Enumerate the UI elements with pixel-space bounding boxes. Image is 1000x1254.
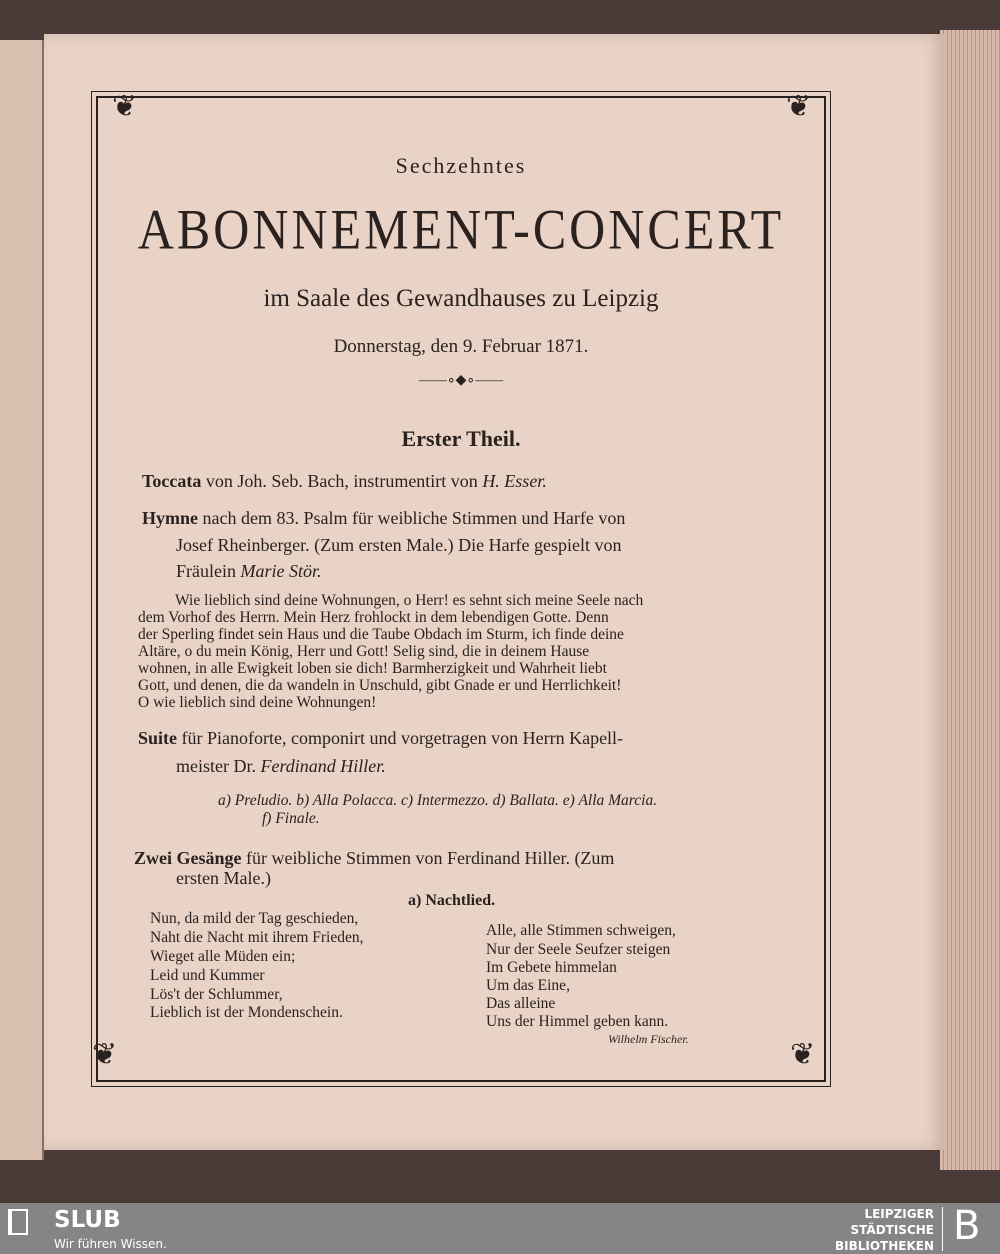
left-page-edge	[0, 40, 44, 1160]
corner-ornament-icon: ❦	[790, 1037, 816, 1072]
psalm-line: Altäre, o du mein König, Herr und Gott! Selig sind, die in deinem Hause	[138, 643, 590, 660]
program-item-hymne: Hymne nach dem 83. Psalm für weibliche Stimmen und Harfe von	[142, 508, 626, 528]
song-author: Wilhelm Fischer.	[608, 1032, 689, 1046]
partner-logo[interactable]: LEIPZIGER STÄDTISCHE BIBLIOTHEKEN	[834, 1207, 934, 1253]
verse-line: Alle, alle Stimmen schweigen,	[486, 922, 676, 939]
corner-ornament-icon: ❦	[112, 89, 138, 124]
slub-tagline: Wir führen Wissen.	[54, 1237, 167, 1251]
program-item-gesaenge: Zwei Gesänge für weibliche Stimmen von Ferdinand Hiller. (Zum	[134, 848, 615, 868]
verse-line: Lieblich ist der Mondenschein.	[150, 1004, 343, 1021]
item-title: Toccata	[142, 471, 202, 491]
slub-logo[interactable]: SLUB	[54, 1207, 121, 1233]
concert-ordinal: Sechzehntes	[395, 153, 527, 178]
verse-line: Leid und Kummer	[150, 967, 265, 984]
text-line: meister Dr. Ferdinand Hiller.	[176, 756, 386, 776]
movements-line: f) Finale.	[262, 810, 320, 827]
verse-line: Lös't der Schlummer,	[150, 986, 283, 1003]
page-title: ABONNEMENT-CONCERT	[137, 196, 785, 262]
slub-book-icon	[8, 1209, 28, 1235]
program-item-suite: Suite für Pianoforte, componirt und vorgetragen von Herrn Kapell-	[138, 728, 624, 748]
verse-line: Um das Eine,	[486, 977, 570, 994]
psalm-line: dem Vorhof des Herrn. Mein Herz frohlockt in dem lebendigen Gotte. Denn	[138, 609, 609, 626]
library-emblem-icon: B	[953, 1203, 981, 1249]
footer-bar	[0, 1203, 1000, 1254]
text-line: Fräulein Marie Stör.	[176, 561, 322, 581]
psalm-line: wohnen, in alle Ewigkeit loben sie dich! Barmherzigkeit und Wahrheit liebt	[138, 660, 607, 677]
verse-line: Wieget alle Müden ein;	[150, 948, 296, 965]
movements-line: a) Preludio. b) Alla Polacca. c) Intermezzo. d) Ballata. e) Alla Marcia.	[218, 792, 658, 809]
divider-ornament: ——∘◆∘——	[418, 373, 504, 388]
song-heading: a) Nachtlied.	[408, 892, 496, 909]
text-line: ersten Male.)	[176, 868, 271, 888]
corner-ornament-icon: ❦	[786, 89, 812, 124]
verse-line: Nun, da mild der Tag geschieden,	[150, 910, 359, 927]
concert-date: Donnerstag, den 9. Februar 1871.	[333, 336, 589, 357]
program-item-toccata: Toccata von Joh. Seb. Bach, instrumentirt von H. Esser.	[142, 471, 547, 491]
verse-line: Nur der Seele Seufzer steigen	[486, 941, 671, 958]
verse-line: Im Gebete himmelan	[486, 959, 617, 976]
part-heading: Erster Theil.	[401, 426, 521, 451]
corner-ornament-icon: ❦	[92, 1037, 118, 1072]
page-stack-edges	[940, 30, 1000, 1170]
verse-line: Das alleine	[486, 995, 556, 1012]
psalm-line: Wie lieblich sind deine Wohnungen, o Herr! es sehnt sich meine Seele nach	[175, 592, 644, 609]
verse-line: Naht die Nacht mit ihrem Frieden,	[150, 929, 364, 946]
psalm-line: Gott, und denen, die da wandeln in Unschuld, gibt Gnade er und Herrlichkeit!	[138, 677, 622, 694]
venue: im Saale des Gewandhauses zu Leipzig	[263, 285, 659, 312]
verse-line: Uns der Himmel geben kann.	[486, 1013, 669, 1030]
text-line: Josef Rheinberger. (Zum ersten Male.) Die Harfe gespielt von	[176, 535, 622, 555]
psalm-line: der Sperling findet sein Haus und die Taube Obdach im Sturm, ich finde deine	[138, 626, 624, 643]
psalm-line: O wie lieblich sind deine Wohnungen!	[138, 694, 377, 711]
divider	[942, 1207, 943, 1251]
